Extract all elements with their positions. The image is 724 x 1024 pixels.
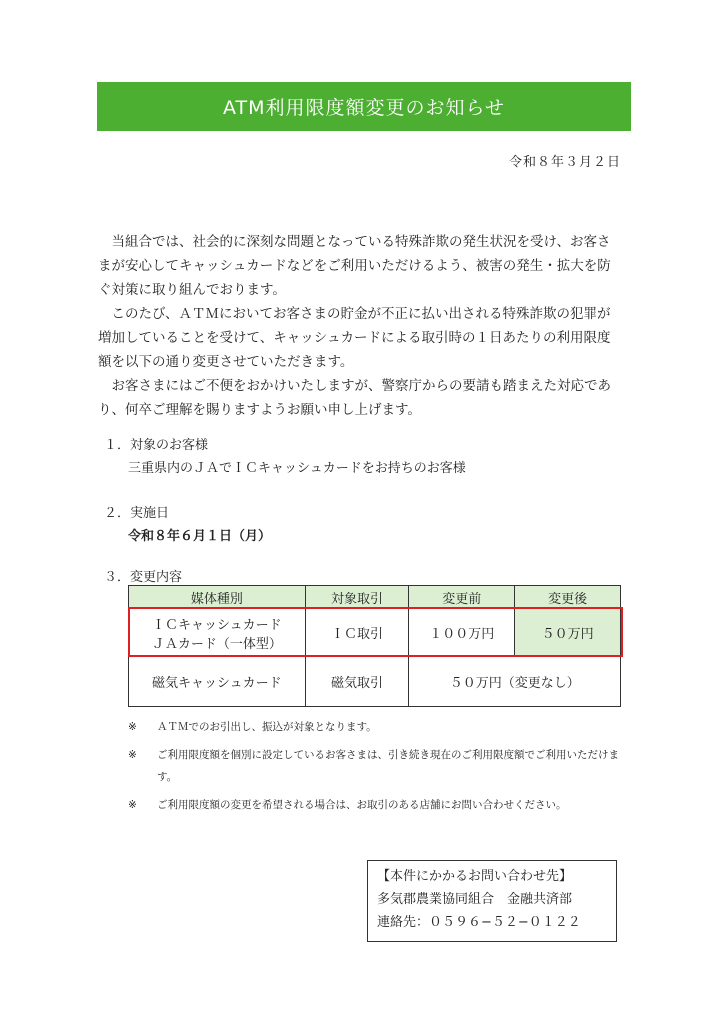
changes-table [128,585,621,707]
section-changes-label: ３．変更内容 [104,570,183,585]
section-target-label: １．対象のお客様 [104,438,209,453]
table-header-row [129,586,621,609]
cell-ic-transaction: ＩＣ取引 [305,609,409,657]
section-target-value: 三重県内のＪＡでＩＣキャッシュカードをお持ちのお客様 [128,461,466,476]
intro-body [98,230,618,422]
cell-ic-after: ５０万円 [515,609,621,657]
intro-paragraph: このたび、ＡＴＭにおいてお客さまの貯金が不正に払い出される特殊詐欺の犯罪が増加していることを受けて、キャッシュカードによる取引時の１日あたりの利用限度額を以下の通り変更させていただきます。 [98,306,611,370]
cell-magnetic-limit: ５０万円（変更なし） [409,657,621,707]
page-title: ATM利用限度額変更のお知らせ [223,97,505,119]
header-before: 変更前 [409,586,515,609]
contact-phone: 連絡先：０５９６−５２−０１２２ [377,915,581,930]
contact-box [367,860,617,942]
contact-heading: 【本件にかかるお問い合わせ先】 [377,869,573,884]
cell-magnetic-transaction: 磁気取引 [305,657,409,707]
note-mark: ※ [128,749,137,761]
note-item [128,744,628,788]
note-text: ご利用限度額の変更を希望される場合は、お取引のある店舗にお問い合わせください。 [157,799,567,811]
contact-organization: 多気郡農業協同組合 金融共済部 [377,892,573,907]
page-title-banner [97,82,631,131]
notes-list [128,716,628,822]
cell-ic-media [129,609,306,657]
note-mark: ※ [128,721,137,733]
note-item [128,794,628,816]
cell-ic-media-line1: ＩＣキャッシュカード [151,617,282,633]
cell-magnetic-media: 磁気キャッシュカード [129,657,306,707]
note-text: ご利用限度額を個別に設定しているお客さまは、引き続き現在のご利用限度額でご利用いただけます。 [157,749,619,783]
note-mark: ※ [128,799,137,811]
intro-paragraph: お客さまにはご不便をおかけいたしますが、警察庁からの要請も踏まえた対応であり、何卒ご理解を賜りますようお願い申し上げます。 [98,378,611,418]
cell-ic-media-line2: ＪＡカード（一体型） [151,636,282,652]
section-date-label: ２．実施日 [104,506,170,521]
note-text: ＡＴＭでのお引出し、振込が対象となります。 [157,721,377,733]
intro-paragraph: 当組合では、社会的に深刻な問題となっている特殊詐欺の発生状況を受け、お客さまが安心してキャッシュカードなどをご利用いただけるよう、被害の発生・拡大を防ぐ対策に取り組んでおります。 [98,234,611,298]
header-transaction: 対象取引 [305,586,409,609]
section-date-value: 令和８年６月１日（月） [128,529,272,544]
cell-ic-before: １００万円 [409,609,515,657]
table-row-magnetic-card [129,657,621,707]
table-row-ic-card [129,609,621,657]
issue-date: 令和８年３月２日 [508,155,621,170]
header-after: 変更後 [515,586,621,609]
note-item [128,716,628,738]
header-media-type: 媒体種別 [129,586,306,609]
